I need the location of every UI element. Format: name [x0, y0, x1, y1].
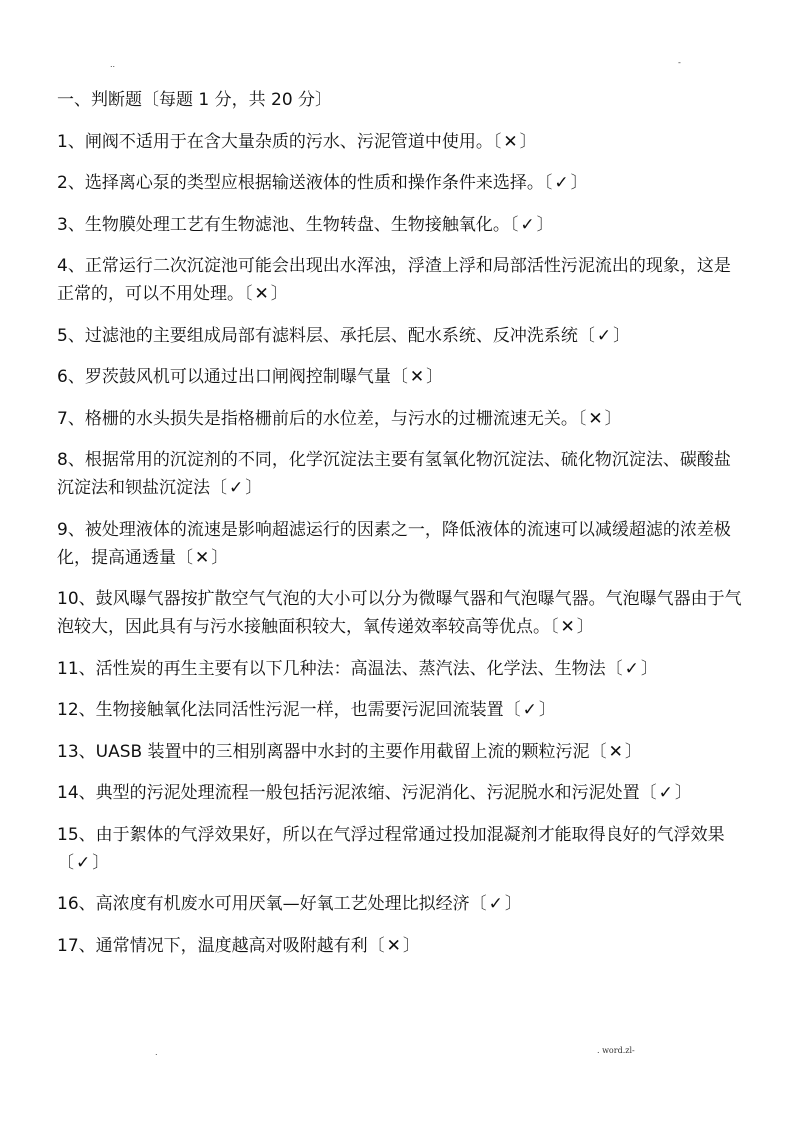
header-right-mark: - — [678, 58, 681, 67]
bracket-close: 〕 — [92, 852, 110, 873]
question-list — [57, 128, 747, 960]
bracket-open: 〔 — [509, 214, 519, 235]
header-left-mark: .. — [110, 60, 116, 69]
bracket-open: 〔 — [503, 700, 521, 720]
check-icon: ✓ — [658, 783, 673, 803]
question-text: 11、活性炭的再生主要有以下几种法：高温法、蒸汽法、化学法、生物法 — [57, 658, 606, 679]
question-item — [57, 738, 747, 766]
answer-mark — [470, 894, 522, 914]
question-item — [57, 363, 747, 391]
answer-mark — [368, 936, 420, 956]
answer-mark — [510, 215, 554, 235]
question-item — [57, 211, 747, 239]
question-item — [57, 516, 747, 572]
answer-mark — [176, 548, 228, 568]
question-text: 4、正常运行二次沉淀池可能会出现出水浑浊，浮渣上浮和局部活性污泥流出的现象，这是正常的，可以不用处理。 — [57, 256, 731, 304]
question-text: 8、根据常用的沉淀剂的不同，化学沉淀法主要有氢氧化物沉淀法、硫化物沉淀法、碳酸盐沉淀法和钡盐沉淀法 — [57, 450, 731, 498]
bracket-close: 〕 — [570, 173, 588, 193]
bracket-open: 〔 — [57, 852, 74, 873]
question-text: 2、选择离心泵的类型应根据输送液体的性质和操作条件来选择。 — [57, 173, 544, 193]
bracket-close: 〕 — [674, 783, 692, 803]
cross-icon: ✕ — [560, 617, 575, 637]
bracket-close: 〕 — [538, 700, 556, 720]
cross-icon: ✕ — [386, 935, 401, 956]
bracket-open: 〔 — [492, 131, 502, 152]
question-item — [57, 169, 747, 197]
question-item — [57, 890, 747, 918]
bracket-close: 〕 — [270, 284, 288, 304]
bracket-open: 〔 — [244, 284, 253, 304]
question-text: 7、格栅的水头损失是指格栅前后的水位差，与污水的过栅流速无关。 — [57, 408, 578, 429]
answer-mark — [504, 700, 556, 720]
question-item — [57, 252, 747, 308]
cross-icon: ✕ — [608, 741, 623, 762]
cross-icon: ✕ — [503, 131, 518, 152]
question-text: 9、被处理液体的流速是影响超滤运行的因素之一，降低液体的流速可以减缓超滤的浓差极化，提高通透量 — [57, 519, 731, 568]
bracket-close: 〕 — [536, 214, 554, 235]
check-icon: ✓ — [520, 214, 535, 235]
bracket-open: 〔 — [577, 325, 595, 346]
cross-icon: ✕ — [409, 367, 425, 387]
answer-mark — [550, 617, 594, 637]
cross-icon: ✕ — [588, 408, 603, 429]
check-icon: ✓ — [554, 173, 569, 193]
answer-mark — [590, 742, 642, 762]
question-text: 3、生物膜处理工艺有生物滤池、生物转盘、生物接触氧化。 — [57, 214, 510, 235]
cross-icon: ✕ — [254, 284, 269, 304]
section-heading: 一、判断题〔每题 1 分，共 20 分〕 — [57, 90, 333, 110]
check-icon: ✓ — [488, 894, 503, 914]
bracket-open: 〔 — [605, 658, 623, 679]
question-text: 10、鼓风曝气器按扩散空气气泡的大小可以分为微曝气器和气泡曝气器。气泡曝气器由于气泡较大，因此具有与污水接触面积较大，氧传递效率较高等优点。 — [57, 589, 742, 637]
bracket-open: 〔 — [639, 783, 657, 803]
check-icon: ✓ — [596, 325, 612, 346]
footer-left-mark: . — [155, 1048, 158, 1057]
answer-mark — [578, 326, 630, 346]
question-text: 1、闸阀不适用于在含大量杂质的污水、污泥管道中使用。 — [57, 131, 493, 152]
bracket-close: 〕 — [245, 478, 263, 498]
bracket-open: 〔 — [577, 408, 587, 429]
cross-icon: ✕ — [195, 547, 210, 568]
document-body — [57, 86, 747, 973]
question-item — [57, 322, 747, 350]
bracket-open: 〔 — [367, 935, 385, 956]
question-text: 13、UASB 装置中的三相别离器中水封的主要作用截留上流的颗粒污泥 — [57, 741, 590, 762]
check-icon: ✓ — [522, 700, 537, 720]
bracket-open: 〔 — [469, 894, 487, 914]
answer-mark — [544, 173, 588, 193]
question-item — [57, 932, 747, 960]
question-text: 17、通常情况下，温度越高对吸附越有利 — [57, 935, 368, 956]
bracket-close: 〕 — [504, 894, 522, 914]
bracket-close: 〕 — [613, 325, 631, 346]
question-item — [57, 821, 747, 877]
answer-mark — [640, 783, 692, 803]
bracket-open: 〔 — [176, 547, 193, 568]
answer-mark — [606, 659, 658, 679]
answer-mark — [391, 367, 443, 387]
question-item — [57, 779, 747, 807]
bracket-close: 〕 — [519, 131, 537, 152]
bracket-open: 〔 — [550, 617, 559, 637]
answer-mark — [244, 284, 288, 304]
bracket-open: 〔 — [390, 367, 408, 387]
bracket-close: 〕 — [640, 658, 658, 679]
answer-mark — [578, 409, 622, 429]
answer-mark — [493, 132, 537, 152]
question-item — [57, 655, 747, 683]
check-icon: ✓ — [229, 478, 244, 498]
bracket-close: 〕 — [426, 367, 444, 387]
question-item — [57, 405, 747, 433]
question-text: 6、罗茨鼓风机可以通过出口闸阀控制曝气量 — [57, 367, 391, 387]
question-text: 5、过滤池的主要组成局部有滤料层、承托层、配水系统、反冲洗系统 — [57, 325, 578, 346]
check-icon: ✓ — [76, 852, 91, 873]
bracket-close: 〕 — [211, 547, 229, 568]
footer-right-mark: . word.zl- — [597, 1046, 635, 1055]
check-icon: ✓ — [624, 658, 639, 679]
question-text: 14、典型的污泥处理流程一般包括污泥浓缩、污泥消化、污泥脱水和污泥处置 — [57, 783, 640, 803]
question-text: 16、高浓度有机废水可用厌氧—好氧工艺处理比拟经济 — [57, 894, 470, 914]
bracket-close: 〕 — [604, 408, 622, 429]
bracket-open: 〔 — [210, 478, 227, 498]
question-item — [57, 696, 747, 724]
bracket-close: 〕 — [624, 741, 642, 762]
question-text: 12、生物接触氧化法同活性污泥一样，也需要污泥回流装置 — [57, 700, 504, 720]
question-item — [57, 585, 747, 641]
bracket-close: 〕 — [576, 617, 594, 637]
question-item — [57, 128, 747, 156]
bracket-open: 〔 — [543, 173, 553, 193]
answer-mark — [57, 853, 109, 873]
question-text: 15、由于絮体的气浮效果好，所以在气浮过程常通过投加混凝剂才能取得良好的气浮效果 — [57, 824, 725, 845]
answer-mark — [210, 478, 262, 498]
question-item — [57, 446, 747, 502]
bracket-close: 〕 — [402, 935, 420, 956]
bracket-open: 〔 — [589, 741, 607, 762]
